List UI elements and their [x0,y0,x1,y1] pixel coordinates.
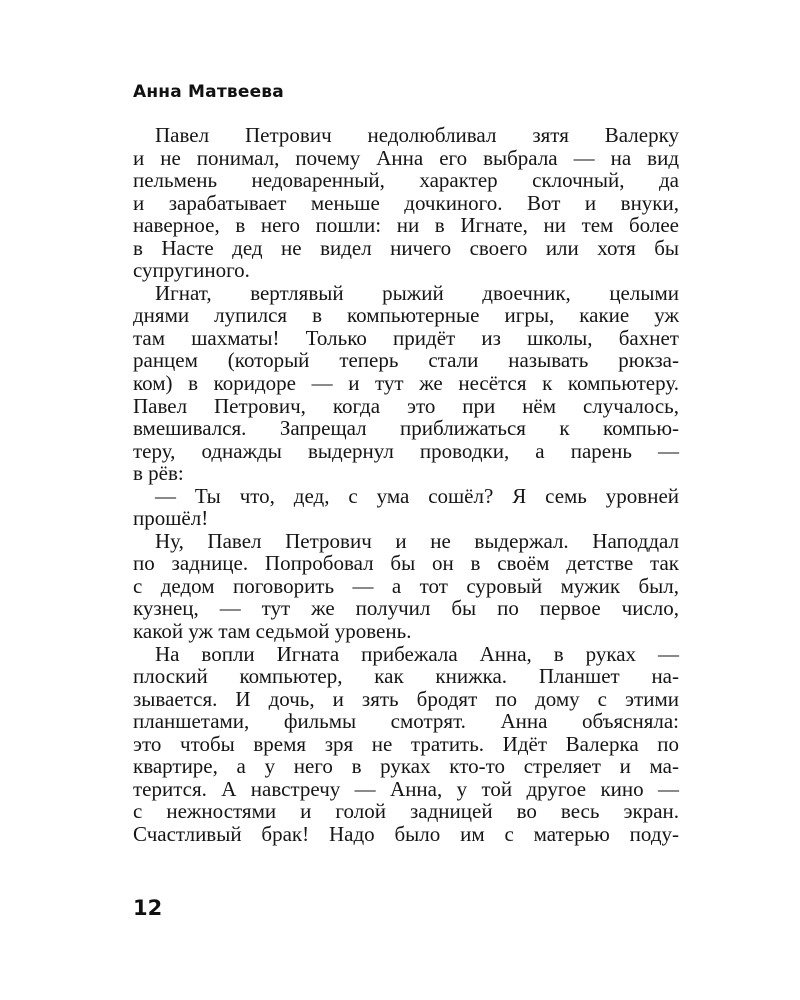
text-line: ранцем (который теперь стали называть рюкза- [133,348,679,373]
text-line: супругиного. [133,258,250,283]
page-number: 12 [133,896,163,920]
text-line: прошёл! [133,506,209,531]
text-line: плоский компьютер, как книжка. Планшет на- [133,664,679,689]
running-head-author: Анна Матвеева [133,82,284,102]
text-line: На вопли Игната прибежала Анна, в руках — [155,641,679,666]
text-line: — Ты что, дед, с ума сошёл? Я семь уровней [155,483,679,508]
text-line: в рёв: [133,461,184,486]
text-line: днями лупился в компьютерные игры, какие уж [133,303,679,328]
text-line: и не понимал, почему Анна его выбрала — на вид [133,145,679,170]
text-line: с нежностями и голой задницей во весь экран. [133,799,679,824]
text-line: зывается. И дочь, и зять бродят по дому с этими [133,686,679,711]
text-line: в Насте дед не видел ничего своего или хотя бы [133,235,679,260]
text-line: квартире, а у него в руках кто-то стреляет и ма- [133,754,679,779]
text-line: это чтобы время зря не тратить. Идёт Валерка по [133,731,679,756]
body-text [133,124,679,846]
text-line: Павел Петрович, когда это при нём случалось, [133,393,679,418]
text-line: и зарабатывает меньше дочкиного. Вот и внуки, [133,190,679,215]
text-line: кузнец, — тут же получил бы по первое число, [133,596,679,621]
text-line: наверное, в него пошли: ни в Игнате, ни тем более [133,213,679,238]
text-line: вмешивался. Запрещал приближаться к компью- [133,416,679,441]
text-line: планшетами, фильмы смотрят. Анна объясняла: [133,709,679,734]
text-line: теру, однажды выдернул проводки, а парень — [133,438,679,463]
text-line: терится. А навстречу — Анна, у той другое кино — [133,776,679,801]
text-line: пельмень недоваренный, характер склочный, да [133,168,679,193]
text-line: Игнат, вертлявый рыжий двоечник, целыми [155,280,679,305]
text-line: с дедом поговорить — а тот суровый мужик был, [133,573,679,598]
text-line: какой уж там седьмой уровень. [133,619,412,644]
text-line: Павел Петрович недолюбливал зятя Валерку [155,123,679,147]
text-line: там шахматы! Только придёт из школы, бахнет [133,325,679,350]
text-line: ком) в коридоре — и тут же несётся к компьютеру. [133,371,679,396]
text-line: Ну, Павел Петрович и не выдержал. Наподдал [155,528,679,553]
text-line: по заднице. Попробовал бы он в своём детстве так [133,551,679,576]
text-line: Счастливый брак! Надо было им с матерью поду- [133,821,679,846]
